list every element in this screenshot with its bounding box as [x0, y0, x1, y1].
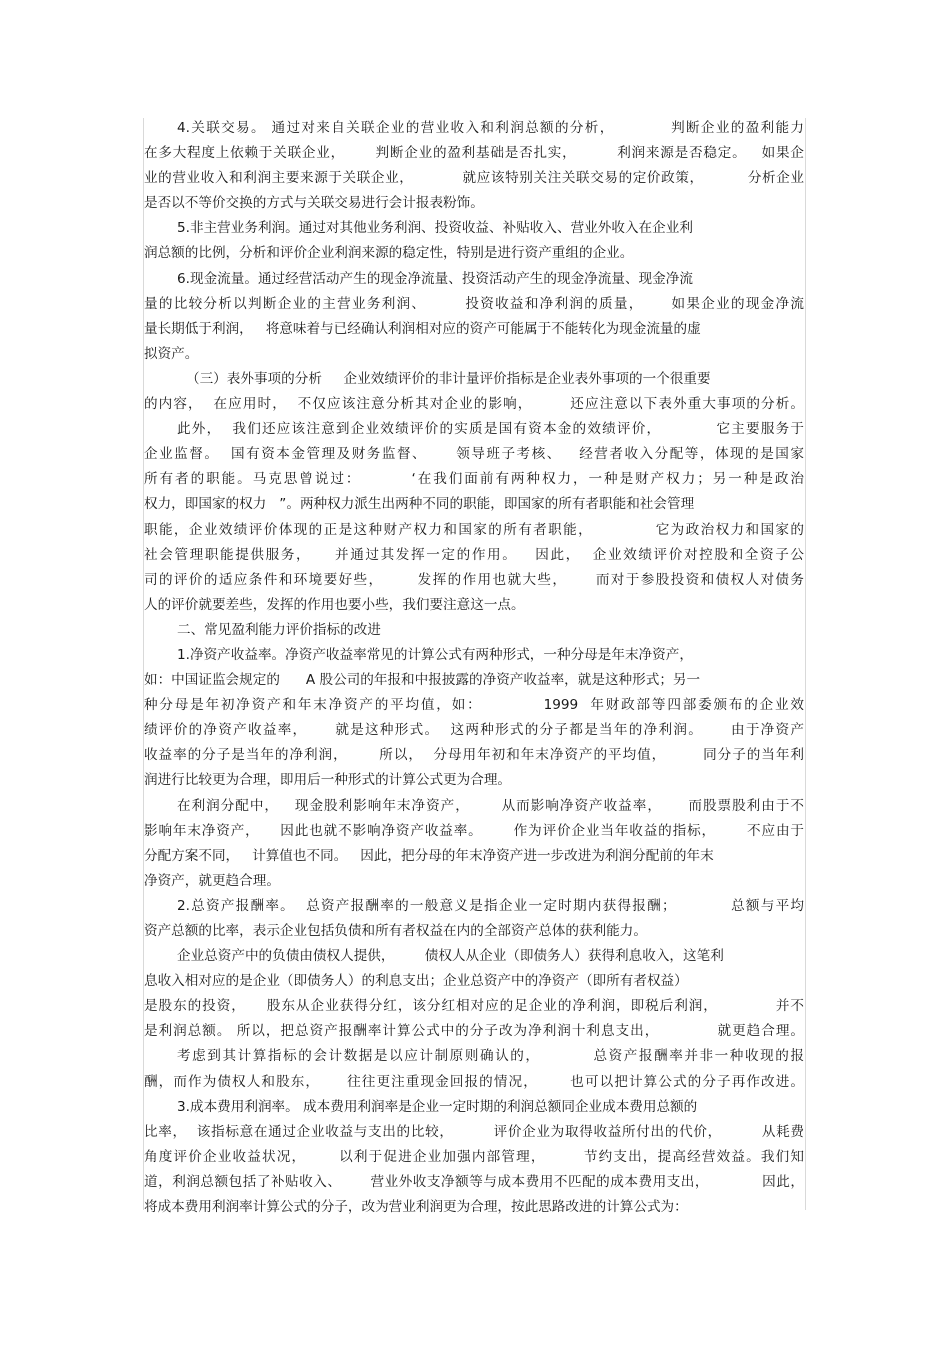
text-line: 业的营业收入和利润主要来源于关联企业， 就应该特别关注关联交易的定价政策， 分析企业 [144, 170, 804, 187]
text-line: 量的比较分析以判断企业的主营业务利润、 投资收益和净利润的质量， 如果企业的现金净流 [144, 295, 804, 312]
text-line: 道，利润总额包括了补贴收入、 营业外收支净额等与成本费用不匹配的成本费用支出， 因此， [144, 1173, 804, 1190]
text-line: 1.净资产收益率。净资产收益率常见的计算公式有两种形式，一种分母是年末净资产， [177, 646, 693, 663]
text-line: 种分母是年初净资产和年末净资产的平均值，如： 1999 年财政部等四部委颁布的企业效 [144, 697, 804, 714]
right-margin-rule [805, 118, 806, 1210]
text-line: 润总额的比例，分析和评价企业利润来源的稳定性，特别是进行资产重组的企业。 [144, 245, 634, 262]
text-line: 在多大程度上依赖于关联企业， 判断企业的盈利基础是否扎实， 利润来源是否稳定。 如果企 [144, 145, 804, 162]
text-line: 考虑到其计算指标的会计数据是以应计制原则确认的， 总资产报酬率并非一种收现的报 [177, 1048, 804, 1065]
text-line: 酬，而作为债权人和股东， 往往更注重现金回报的情况， 也可以把计算公式的分子再作改进。 [144, 1073, 804, 1090]
text-line: 此外， 我们还应该注意到企业效绩评价的实质是国有资本金的效绩评价， 它主要服务于 [177, 421, 804, 438]
text-line: 绩评价的净资产收益率， 就是这种形式。 这两种形式的分子都是当年的净利润。 由于净资产 [144, 722, 804, 739]
text-line: 3.成本费用利润率。 成本费用利润率是企业一定时期的利润总额同企业成本费用总额的 [177, 1098, 698, 1115]
text-line: 社会管理职能提供服务， 并通过其发挥一定的作用。 因此， 企业效绩评价对控股和全资子公 [144, 546, 804, 563]
text-line: 是股东的投资， 股东从企业获得分红，该分红相对应的足企业的净利润，即税后利润， 并不 [144, 998, 804, 1015]
text-line: 收益率的分子是当年的净利润， 所以， 分母用年初和年末净资产的平均值， 同分子的当年利 [144, 747, 804, 764]
text-line: 是否以不等价交换的方式与关联交易进行会计报表粉饰。 [144, 195, 484, 212]
text-line: 分配方案不同， 计算值也不同。 因此，把分母的年末净资产进一步改进为利润分配前的年末 [144, 847, 714, 864]
text-line: 的内容， 在应用时， 不仅应该注意分析其对企业的影响， 还应注意以下表外重大事项的分析。 [144, 396, 804, 413]
text-line: 净资产，就更趋合理。 [144, 872, 280, 889]
text-line: （三）表外事项的分析 企业效绩评价的非计量评价指标是企业表外事项的一个很重要 [186, 370, 711, 387]
text-line: 在利润分配中， 现金股利影响年末净资产， 从而影响净资产收益率， 而股票股利由于不 [177, 797, 804, 814]
text-line: 拟资产。 [144, 345, 199, 362]
text-line: 将成本费用利润率计算公式的分子，改为营业利润更为合理，按此思路改进的计算公式为： [144, 1199, 688, 1216]
text-line: 比率， 该指标意在通过企业收益与支出的比较， 评价企业为取得收益所付出的代价， 从耗费 [144, 1123, 804, 1140]
text-line: 权力，即国家的权力 ”。两种权力派生出两种不同的职能，即国家的所有者职能和社会管理 [144, 496, 695, 513]
text-line: 二、常见盈利能力评价指标的改进 [177, 621, 381, 638]
body-text [144, 116, 804, 1220]
text-line: 影响年末净资产， 因此也就不影响净资产收益率。 作为评价企业当年收益的指标， 不应由于 [144, 822, 804, 839]
text-line: 企业监督。 国有资本金管理及财务监督、 领导班子考核、 经营者收入分配等，体现的是国家 [144, 446, 804, 463]
text-line: 2.总资产报酬率。 总资产报酬率的一般意义是指企业一定时期内获得报酬； 总额与平均 [177, 897, 804, 914]
text-line: 如：中国证监会规定的 A 股公司的年报和中报披露的净资产收益率，就是这种形式；另一 [144, 672, 701, 689]
text-line: 息收入相对应的是企业（即债务人）的利息支出；企业总资产中的净资产（即所有者权益） [144, 973, 688, 990]
text-line: 司的评价的适应条件和环境要好些， 发挥的作用也就大些， 而对于参股投资和债权人对债务 [144, 571, 804, 588]
text-line: 5.非主营业务利润。通过对其他业务利润、投资收益、补贴收入、营业外收入在企业利 [177, 220, 693, 237]
text-line: 是利润总额。 所以，把总资产报酬率计算公式中的分子改为净利润十利息支出， 就更趋合理。 [144, 1023, 804, 1040]
text-line: 企业总资产中的负债由债权人提供， 债权人从企业（即债务人）获得利息收入，这笔利 [177, 948, 724, 965]
text-line: 所有者的职能。马克思曾说过： ‘在我们面前有两种权力，一种是财产权力；另一种是政治 [144, 471, 804, 488]
text-line: 6.现金流量。通过经营活动产生的现金净流量、投资活动产生的现金净流量、现金净流 [177, 270, 693, 287]
text-line: 资产总额的比率，表示企业包括负债和所有者权益在内的全部资产总体的获利能力。 [144, 923, 647, 939]
text-line: 润进行比较更为合理，即用后一种形式的计算公式更为合理。 [144, 772, 512, 789]
text-line: 4.关联交易。 通过对来自关联企业的营业收入和利润总额的分析， 判断企业的盈利能力 [177, 120, 804, 136]
text-line: 角度评价企业收益状况， 以利于促进企业加强内部管理， 节约支出，提高经营效益。我们知 [144, 1148, 804, 1165]
text-line: 职能，企业效绩评价体现的正是这种财产权力和国家的所有者职能， 它为政治权力和国家的 [144, 521, 804, 538]
text-line: 量长期低于利润， 将意味着与已经确认利润相对应的资产可能属于不能转化为现金流量的虚 [144, 320, 701, 337]
text-line: 人的评价就要差些，发挥的作用也要小些，我们要注意这一点。 [144, 596, 525, 613]
